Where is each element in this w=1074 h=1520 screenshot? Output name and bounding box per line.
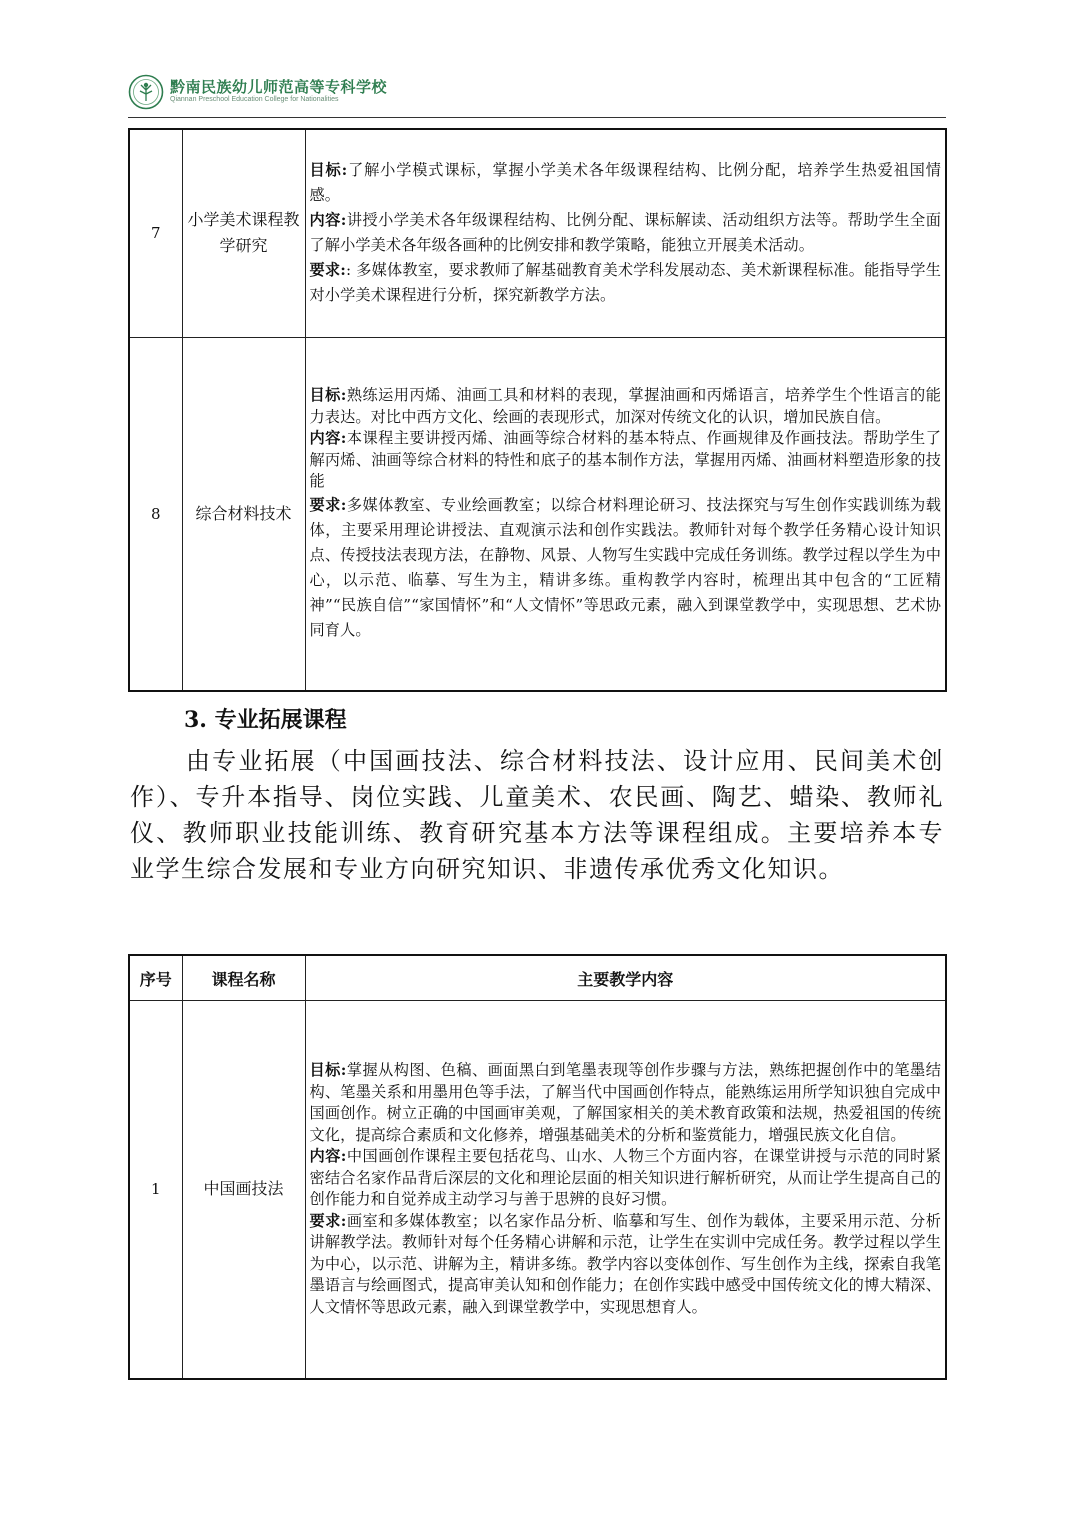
- course-name: 综合材料技术: [182, 337, 305, 691]
- requirement-text: : 多媒体教室，要求教师了解基础教育美术学科发展动态、美术新课程标准。能指导学生对小学美术课程进行分析，探究新教学方法。: [309, 261, 941, 305]
- goal-paragraph: [310, 385, 942, 428]
- section-body: 由专业拓展（中国画技法、综合材料技法、设计应用、民间美术创作）、专升本指导、岗位实践、儿童美术、农民画、陶艺、蜡染、教师礼仪、教师职业技能训练、教育研究基本方法等课程组成。主要培养本专业学生综合发展和专业方向研究知识、非遗传承优秀文化知识。: [130, 747, 944, 883]
- course-content-cell: [305, 1001, 946, 1379]
- table-row: [129, 1001, 946, 1379]
- content-label: 内容:: [309, 1147, 347, 1166]
- school-name-en: Qiannan Preschool Education College for Nationalities: [170, 96, 339, 103]
- course-table-extension: [128, 954, 947, 1380]
- section-title: 3. 专业拓展课程: [184, 707, 347, 733]
- table-header-row: [129, 955, 946, 1001]
- requirement-label: 要求:: [309, 1211, 347, 1230]
- content-label: 内容:: [309, 429, 347, 447]
- content-paragraph: [310, 428, 942, 493]
- course-table-core: [128, 128, 947, 692]
- content-label: 内容:: [309, 211, 347, 230]
- course-name: 中国画技法: [182, 1001, 305, 1379]
- content-paragraph: [310, 1146, 942, 1211]
- col-header-number: 序号: [129, 955, 182, 1001]
- content-paragraph: [310, 208, 942, 258]
- requirement-paragraph: [310, 258, 942, 308]
- course-content-cell: [305, 129, 946, 337]
- col-header-course-name: 课程名称: [182, 955, 305, 1001]
- course-content-cell: [305, 337, 946, 691]
- requirement-paragraph: [310, 1211, 942, 1319]
- requirement-label: 要求:: [309, 261, 346, 280]
- requirement-text: 多媒体教室、专业绘画教室；以综合材料理论研习、技法探究与写生创作实践训练为载体，主要采用理论讲授法、直观演示法和创作实践法。教师针对每个教学任务精心设计知识点、传授技法表现方法，在静物、风景、人物写生实践中完成任务训练。教学过程以学生为中心，以示范、临摹、写生为主，精讲多练。重构教学内容时，梳理出其中包含的“工匠精神”“民族自信”“家国情怀”和“人文情怀”等思政元素，融入到课堂教学中，实现思想、艺术协同育人。: [309, 495, 941, 639]
- col-header-main-content: 主要教学内容: [305, 955, 946, 1001]
- row-number: 7: [129, 129, 182, 337]
- requirement-label: 要求:: [309, 495, 347, 514]
- row-number: 1: [129, 1001, 182, 1379]
- school-emblem-icon: [128, 74, 164, 110]
- requirement-text: 画室和多媒体教室；以名家作品分析、临摹和写生、创作为载体，主要采用示范、分析讲解教学法。教师针对每个任务精心讲解和示范，让学生在实训中完成任务。教学过程以学生为中心，以示范、讲解为主，精讲多练。教学内容以变体创作、写生创作为主线，探索自我笔墨语言与绘画图式，提高审美认知和创作能力；在创作实践中感受中国传统文化的博大精深、人文情怀等思政元素，融入到课堂教学中，实现思想育人。: [309, 1211, 941, 1316]
- goal-paragraph: [310, 158, 942, 208]
- requirement-paragraph: [310, 493, 942, 643]
- content-text: 本课程主要讲授丙烯、油画等综合材料的基本特点、作画规律及作画技法。帮助学生了解丙烯、油画等综合材料的特性和底子的基本制作方法，掌握用丙烯、油画材料塑造形象的技能: [309, 429, 941, 490]
- content-text: 讲授小学美术各年级课程结构、比例分配、课标解读、活动组织方法等。帮助学生全面了解小学美术各年级各画种的比例安排和教学策略，能独立开展美术活动。: [309, 211, 941, 255]
- content-text: 中国画创作课程主要包括花鸟、山水、人物三个方面内容，在课堂讲授与示范的同时紧密结合名家作品背后深层的文化和理论层面的相关知识进行解析研究，从而让学生提高自己的创作能力和自觉养成主动学习与善于思辨的良好习惯。: [309, 1147, 941, 1209]
- goal-label: 目标:: [309, 386, 347, 404]
- page-header: [128, 72, 946, 116]
- goal-text: 掌握从构图、色稿、画面黑白到笔墨表现等创作步骤与方法，熟练把握创作中的笔墨结构、笔墨关系和用墨用色等手法，了解当代中国画创作特点，能熟练运用所学知识独自完成中国画创作。树立正确的中国画审美观，了解国家相关的美术教育政策和法规，热爱祖国的传统文化，提高综合素质和文化修养，增强基础美术的分析和鉴赏能力，增强民族文化自信。: [309, 1061, 941, 1144]
- course-name: 小学美术课程教学研究: [182, 129, 305, 337]
- table-row: [129, 337, 946, 691]
- header-divider: [128, 117, 946, 118]
- table-row: [129, 129, 946, 337]
- goal-paragraph: [310, 1060, 942, 1146]
- goal-text: 熟练运用丙烯、油画工具和材料的表现，掌握油画和丙烯语言，培养学生个性语言的能力表达。对比中西方文化、绘画的表现形式，加深对传统文化的认识，增加民族自信。: [309, 386, 941, 426]
- goal-label: 目标:: [309, 161, 348, 180]
- row-number: 8: [129, 337, 182, 691]
- school-name-cn: 黔南民族幼儿师范高等专科学校: [170, 78, 388, 96]
- goal-label: 目标:: [309, 1061, 347, 1080]
- goal-text: 了解小学模式课标，掌握小学美术各年级课程结构、比例分配，培养学生热爱祖国情感。: [309, 161, 941, 205]
